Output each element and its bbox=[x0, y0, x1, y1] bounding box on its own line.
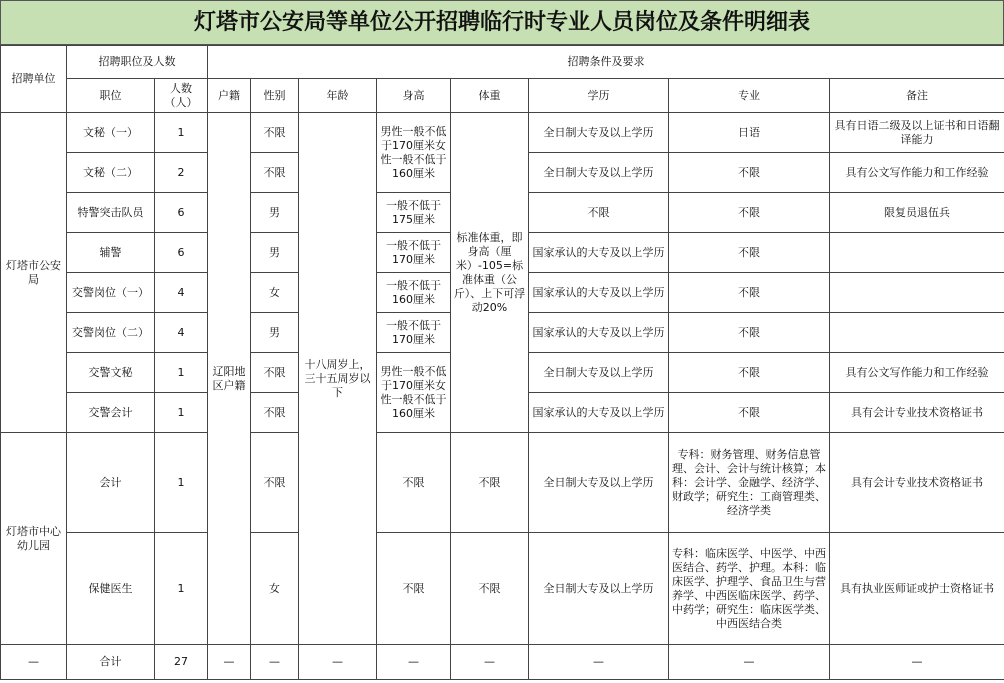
total-label: 合计 bbox=[67, 645, 155, 680]
count-cell: 1 bbox=[155, 353, 208, 393]
position-cell: 交警会计 bbox=[67, 393, 155, 433]
total-dash: — bbox=[669, 645, 830, 680]
education-cell: 全日制大专及以上学历 bbox=[529, 113, 669, 153]
remarks-cell: 限复员退伍兵 bbox=[830, 193, 1004, 233]
height-cell: 男性一般不低于170厘米女性一般不低于160厘米 bbox=[377, 113, 451, 193]
height-cell: 不限 bbox=[377, 433, 451, 533]
height-cell: 一般不低于170厘米 bbox=[377, 313, 451, 353]
table-row bbox=[1, 533, 1004, 645]
count-cell: 2 bbox=[155, 153, 208, 193]
recruitment-table bbox=[0, 45, 1004, 680]
count-cell: 6 bbox=[155, 193, 208, 233]
header-weight: 体重 bbox=[451, 79, 529, 113]
education-cell: 国家承认的大专及以上学历 bbox=[529, 273, 669, 313]
remarks-cell: 具有执业医师证或护士资格证书 bbox=[830, 533, 1004, 645]
height-cell: 一般不低于175厘米 bbox=[377, 193, 451, 233]
hukou-cell: 辽阳地区户籍 bbox=[208, 113, 251, 645]
header-age: 年龄 bbox=[299, 79, 377, 113]
position-cell: 文秘（一） bbox=[67, 113, 155, 153]
remarks-cell: 具有会计专业技术资格证书 bbox=[830, 393, 1004, 433]
count-cell: 1 bbox=[155, 433, 208, 533]
height-cell: 一般不低于170厘米 bbox=[377, 233, 451, 273]
education-cell: 全日制大专及以上学历 bbox=[529, 433, 669, 533]
position-cell: 特警突击队员 bbox=[67, 193, 155, 233]
header-position: 职位 bbox=[67, 79, 155, 113]
unit-kindergarten: 灯塔市中心幼儿园 bbox=[1, 433, 67, 645]
weight-cell: 不限 bbox=[451, 433, 529, 533]
gender-cell: 不限 bbox=[251, 393, 299, 433]
education-cell: 全日制大专及以上学历 bbox=[529, 533, 669, 645]
weight-cell: 不限 bbox=[451, 533, 529, 645]
header-hukou: 户籍 bbox=[208, 79, 251, 113]
remarks-cell: 具有会计专业技术资格证书 bbox=[830, 433, 1004, 533]
gender-cell: 不限 bbox=[251, 153, 299, 193]
major-cell: 专科：财务管理、财务信息管理、会计、会计与统计核算；本科：会计学、金融学、经济学、财政学；研究生：工商管理类、经济学类 bbox=[669, 433, 830, 533]
education-cell: 国家承认的大专及以上学历 bbox=[529, 233, 669, 273]
height-cell: 不限 bbox=[377, 533, 451, 645]
total-dash: — bbox=[529, 645, 669, 680]
education-cell: 全日制大专及以上学历 bbox=[529, 153, 669, 193]
remarks-cell: 具有公文写作能力和工作经验 bbox=[830, 153, 1004, 193]
gender-cell: 女 bbox=[251, 273, 299, 313]
unit-police: 灯塔市公安局 bbox=[1, 113, 67, 433]
header-gender: 性别 bbox=[251, 79, 299, 113]
table-row bbox=[1, 433, 1004, 533]
position-cell: 会计 bbox=[67, 433, 155, 533]
count-cell: 4 bbox=[155, 273, 208, 313]
header-remarks: 备注 bbox=[830, 79, 1004, 113]
header-unit: 招聘单位 bbox=[1, 46, 67, 113]
gender-cell: 男 bbox=[251, 313, 299, 353]
remarks-cell: 具有公文写作能力和工作经验 bbox=[830, 353, 1004, 393]
education-cell: 全日制大专及以上学历 bbox=[529, 353, 669, 393]
position-cell: 文秘（二） bbox=[67, 153, 155, 193]
height-cell: 一般不低于160厘米 bbox=[377, 273, 451, 313]
major-cell: 不限 bbox=[669, 153, 830, 193]
major-cell: 不限 bbox=[669, 273, 830, 313]
major-cell: 不限 bbox=[669, 233, 830, 273]
height-cell: 男性一般不低于170厘米女性一般不低于160厘米 bbox=[377, 353, 451, 433]
position-cell: 交警文秘 bbox=[67, 353, 155, 393]
header-education: 学历 bbox=[529, 79, 669, 113]
remarks-cell: 具有日语二级及以上证书和日语翻译能力 bbox=[830, 113, 1004, 153]
count-cell: 1 bbox=[155, 533, 208, 645]
header-conditions-group: 招聘条件及要求 bbox=[208, 46, 1004, 79]
total-dash: — bbox=[451, 645, 529, 680]
gender-cell: 女 bbox=[251, 533, 299, 645]
total-dash: — bbox=[1, 645, 67, 680]
major-cell: 专科：临床医学、中医学、中西医结合、药学、护理。本科：临床医学、护理学、食品卫生与营养学、中西医临床医学、药学、中药学；研究生：临床医学类、中西医结合类 bbox=[669, 533, 830, 645]
education-cell: 国家承认的大专及以上学历 bbox=[529, 313, 669, 353]
remarks-cell bbox=[830, 233, 1004, 273]
total-count: 27 bbox=[155, 645, 208, 680]
remarks-cell bbox=[830, 313, 1004, 353]
total-dash: — bbox=[377, 645, 451, 680]
position-cell: 保健医生 bbox=[67, 533, 155, 645]
gender-cell: 不限 bbox=[251, 353, 299, 393]
gender-cell: 男 bbox=[251, 193, 299, 233]
gender-cell: 不限 bbox=[251, 113, 299, 153]
position-cell: 交警岗位（一） bbox=[67, 273, 155, 313]
major-cell: 不限 bbox=[669, 313, 830, 353]
position-cell: 交警岗位（二） bbox=[67, 313, 155, 353]
education-cell: 国家承认的大专及以上学历 bbox=[529, 393, 669, 433]
header-height: 身高 bbox=[377, 79, 451, 113]
table-row bbox=[1, 113, 1004, 153]
count-cell: 4 bbox=[155, 313, 208, 353]
header-count: 人数（人） bbox=[155, 79, 208, 113]
total-row bbox=[1, 645, 1004, 680]
education-cell: 不限 bbox=[529, 193, 669, 233]
header-major: 专业 bbox=[669, 79, 830, 113]
major-cell: 不限 bbox=[669, 193, 830, 233]
major-cell: 不限 bbox=[669, 353, 830, 393]
age-cell: 十八周岁上，三十五周岁以下 bbox=[299, 113, 377, 645]
total-dash: — bbox=[830, 645, 1004, 680]
page-title: 灯塔市公安局等单位公开招聘临行时专业人员岗位及条件明细表 bbox=[0, 0, 1004, 45]
remarks-cell bbox=[830, 273, 1004, 313]
major-cell: 不限 bbox=[669, 393, 830, 433]
gender-cell: 男 bbox=[251, 233, 299, 273]
total-dash: — bbox=[251, 645, 299, 680]
position-cell: 辅警 bbox=[67, 233, 155, 273]
count-cell: 1 bbox=[155, 393, 208, 433]
total-dash: — bbox=[299, 645, 377, 680]
gender-cell: 不限 bbox=[251, 433, 299, 533]
total-dash: — bbox=[208, 645, 251, 680]
weight-cell: 标准体重，即身高（厘米）-105=标准体重（公斤）、上下可浮动20% bbox=[451, 113, 529, 433]
header-position-group: 招聘职位及人数 bbox=[67, 46, 208, 79]
major-cell: 日语 bbox=[669, 113, 830, 153]
count-cell: 1 bbox=[155, 113, 208, 153]
count-cell: 6 bbox=[155, 233, 208, 273]
